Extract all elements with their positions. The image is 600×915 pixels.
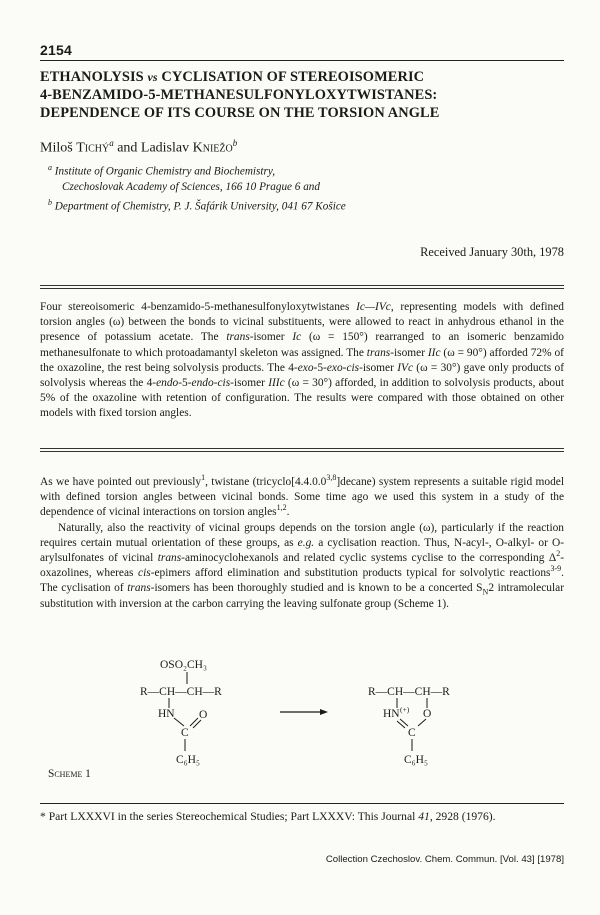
left-carbonyl-o: O bbox=[199, 709, 208, 721]
authors: Miloš Tichý$^a$ and Ladislav Kniežo$^b$ bbox=[40, 138, 238, 156]
page-number: 2154 bbox=[40, 42, 72, 58]
paragraph-1: As we have pointed out previously$^1$, twistane (tricyclo[4.4.0.0$^{3,8}$]decane) system represents a suitable rigid model with defined torsion angles between vicinal bonds. Some time ago we used this system in a study of the dependence of vicinal interactions on torsion angles$^{1,2}$. bbox=[40, 473, 564, 519]
abstract-rule-bottom bbox=[40, 448, 564, 452]
journal-footer: Collection Czechoslov. Chem. Commun. [Vol. 43] [1978] bbox=[325, 854, 564, 865]
scheme-1-diagram bbox=[40, 652, 564, 772]
footnote: * Part LXXXVI in the series Stereochemical Studies; Part LXXXV: This Journal 41, 2928 (1976). bbox=[40, 810, 496, 823]
body-text bbox=[40, 475, 564, 612]
affiliation-a-line-2: Czechoslovak Academy of Sciences, 166 10 Prague 6 and bbox=[62, 180, 320, 193]
article-title bbox=[40, 68, 564, 122]
scheme-label: Scheme 1 bbox=[48, 768, 91, 780]
left-backbone: R—CH—CH—R bbox=[140, 686, 222, 698]
title-line-2: 4-BENZAMIDO-5-METHANESULFONYLOXYTWISTANES: bbox=[40, 87, 438, 103]
right-phenyl: C₆H₅ bbox=[404, 754, 428, 766]
abstract: Four stereoisomeric 4-benzamido-5-methanesulfonyloxytwistanes Ic—IVc, representing models with defined torsion angles (ω) between the bonds to vicinal substituents, were allowed to react in anhydrous ethanol in the presence of potassium acetate. The trans-isomer Ic (ω = 150°) rearranged to an isomeric benzamido methanesulfonate to which protoadamantyl skeleton was assigned. The trans-isomer IIc (ω = 90°) afforded 72% of the oxazoline, the rest being solvolysis products. The 4-exo-5-exo-cis-isomer IVc (ω = 30°) gave only products of solvolysis whereas the 4-endo-5-endo-cis-isomer IIIc (ω = 30°) afforded, in addition to solvolysis products, about 5% of the oxazoline with retention of configuration. The results were compared with those obtained on other models with fixed torsion angles. bbox=[40, 301, 564, 420]
header-rule bbox=[40, 60, 564, 61]
left-nh: HN bbox=[158, 708, 175, 720]
received-date: Received January 30th, 1978 bbox=[420, 245, 564, 259]
paragraph-2: Naturally, also the reactivity of vicinal groups depends on the torsion angle (ω), particularly if the reaction requires certain mutual orientation of these groups, as e.g. a cyclisation reaction. Thus, N-acyl-, O-alkyl- or O-arylsulfonates of vicinal trans-aminocyclohexanols and related cyclic systems cyclise to the corresponding $\Delta^2$-oxazolines, whereas cis-epimers afford elimination and substitution products typical for solvolytic reactions$^{3-9}$. The cyclisation of trans-isomers has been thoroughly studied and is known to be a concerted $S_N2$ intramolecular substitution with inversion at the carbon carrying the leaving sulfonate group (Scheme 1). bbox=[40, 521, 564, 610]
title-line-3: DEPENDENCE OF ITS COURSE ON THE TORSION ANGLE bbox=[40, 105, 440, 121]
sulfonate-group: OSO₂CH₃ bbox=[160, 659, 207, 671]
reaction-arrow-head bbox=[320, 709, 328, 715]
bond-n-c bbox=[174, 718, 184, 726]
right-ring-c: C bbox=[408, 727, 416, 739]
right-backbone: R—CH—CH—R bbox=[368, 686, 450, 698]
footnote-rule bbox=[40, 803, 564, 804]
left-carbonyl-c: C bbox=[181, 727, 189, 739]
right-ring-o: O bbox=[423, 708, 432, 720]
affiliations bbox=[48, 160, 558, 214]
affiliation-b-line-1: $^b$ Department of Chemistry, P. J. Šafárik University, 041 67 Košice bbox=[48, 197, 346, 213]
bond-c-o-right-ring bbox=[418, 719, 426, 726]
abstract-rule-top bbox=[40, 285, 564, 289]
right-charge: (+) bbox=[400, 705, 410, 714]
left-phenyl: C₆H₅ bbox=[176, 754, 200, 766]
affiliation-a-line-1: $^a$ Institute of Organic Chemistry and Biochemistry, bbox=[48, 163, 276, 178]
right-nh: HN bbox=[383, 708, 400, 720]
title-line-1: ETHANOLYSIS vs CYCLISATION OF STEREOISOMERIC bbox=[40, 69, 425, 85]
